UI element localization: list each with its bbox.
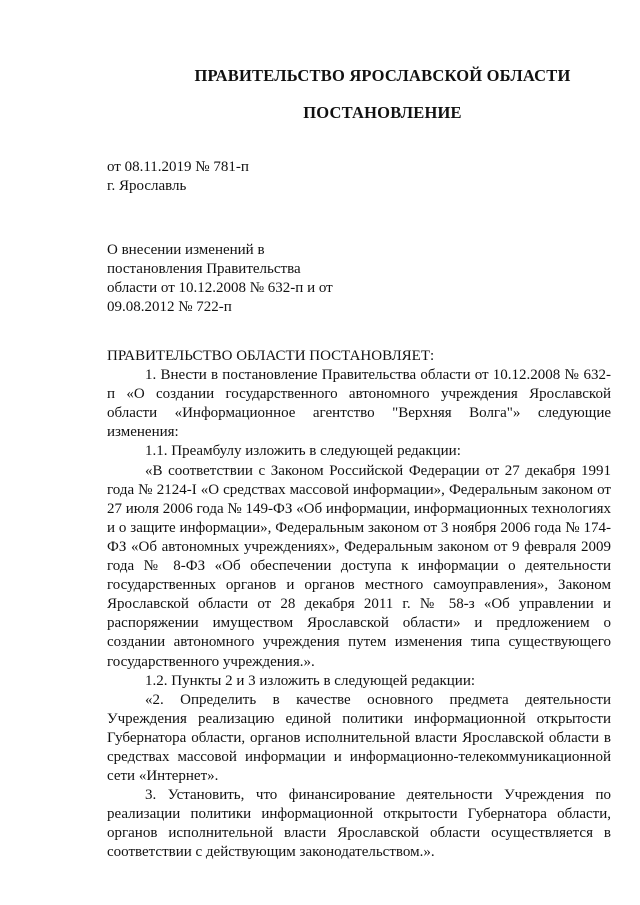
subject-line: области от 10.12.2008 № 632-п и от [107,280,333,296]
paragraph: 1.2. Пункты 2 и 3 изложить в следующей редакции: [145,672,476,689]
paragraph: «В соответствии с Законом Российской Федерации от 27 декабря 1991 года № 2124-I «О средствах массовой информации», Федеральным законом от 27 июля 2006 года № 149-ФЗ «Об информации, информационных технологиях и о защите информации», Федеральным законом от 3 ноября 2006 года № 174-ФЗ «Об автономных учреждениях», Федеральным законом от 9 февраля 2009 года № 8-ФЗ «Об обеспечении доступа к информации о деятельности государственных органов и органов местного самоуправления», Законом Ярославской области от 28 декабря 2011 г. № 58-з «Об управлении и распоряжении имуществом Ярославской области» и предложением о создании автономного учреждения путем изменения типа существующего государственного учреждения.». [107,462,611,670]
document-type-title: ПОСТАНОВЛЕНИЕ [303,103,462,122]
paragraph: 1.1. Преамбулу изложить в следующей редакции: [145,443,461,460]
document-body [107,347,611,863]
subject-line: О внесении изменений в [107,242,265,258]
document-meta [107,158,249,196]
paragraph: «2. Определить в качестве основного предмета деятельности Учреждения реализацию единой политики информационной открытости Губернатора области, органов исполнительной власти Ярославской области в средствах массовой информации и информационно-телекоммуникационной сети «Интернет». [107,691,611,785]
paragraph: 3. Установить, что финансирование деятельности Учреждения по реализации политики информационной открытости Губернатора области, органов исполнительной власти Ярославской области осуществляется в соответствии с действующим законодательством.». [107,787,611,861]
organization-title: ПРАВИТЕЛЬСТВО ЯРОСЛАВСКОЙ ОБЛАСТИ [194,66,571,85]
resolution-lead: ПРАВИТЕЛЬСТВО ОБЛАСТИ ПОСТАНОВЛЯЕТ: [107,348,435,364]
paragraph: 1. Внести в постановление Правительства области от 10.12.2008 № 632-п «О создании государственного автономного учреждения Ярославской области «Информационное агентство "Верхняя Волга"» следующие изменения: [107,367,611,441]
place: г. Ярославль [107,178,187,194]
document-subject [107,241,333,317]
date-number: от 08.11.2019 № 781-п [107,159,249,175]
subject-line: 09.08.2012 № 722-п [107,299,232,315]
subject-line: постановления Правительства [107,261,301,277]
